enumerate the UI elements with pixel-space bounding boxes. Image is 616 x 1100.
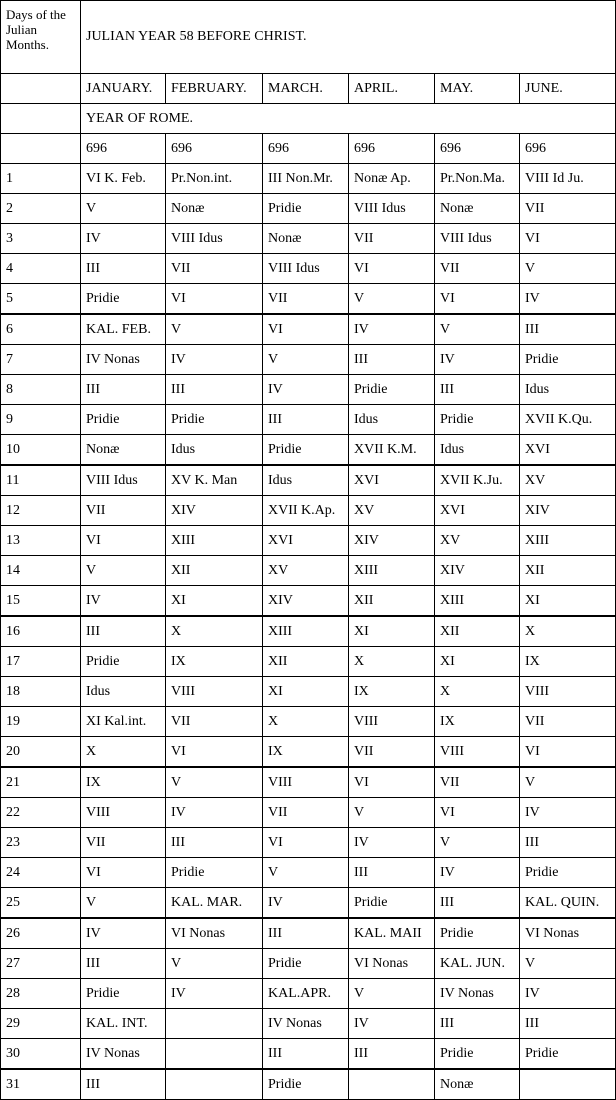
day-number: 5: [1, 284, 81, 315]
day-cell: V: [349, 979, 435, 1009]
day-cell: VII: [81, 496, 166, 526]
day-cell: VIII Idus: [166, 224, 263, 254]
table-row: [1, 858, 616, 888]
day-cell: III: [349, 858, 435, 888]
day-cell: VIII Idus: [81, 465, 166, 496]
day-cell: KAL. JUN.: [435, 949, 520, 979]
corner-label: Days of the Julian Months.: [1, 1, 81, 74]
table-row: [1, 979, 616, 1009]
month-header: APRIL.: [349, 74, 435, 104]
day-number: 10: [1, 435, 81, 466]
table-row: [1, 375, 616, 405]
day-cell: VIII Id Ju.: [520, 164, 616, 194]
day-cell: VII: [435, 254, 520, 284]
years-row-spacer: [1, 134, 81, 164]
table-row: [1, 828, 616, 858]
day-cell: VII: [435, 767, 520, 798]
day-cell: VI: [263, 828, 349, 858]
day-cell: XI: [349, 616, 435, 647]
day-cell: XIII: [435, 586, 520, 617]
day-cell: XIV: [349, 526, 435, 556]
day-cell: Pridie: [520, 1039, 616, 1070]
day-cell: Pridie: [263, 194, 349, 224]
day-cell: V: [263, 345, 349, 375]
year-value: 696: [349, 134, 435, 164]
table-row: [1, 224, 616, 254]
day-cell: III: [520, 828, 616, 858]
day-cell: VIII: [166, 677, 263, 707]
day-cell: IV: [166, 798, 263, 828]
day-number: 19: [1, 707, 81, 737]
day-cell: XIV: [435, 556, 520, 586]
day-cell: VI: [166, 284, 263, 315]
day-cell: XII: [435, 616, 520, 647]
day-cell: III Non.Mr.: [263, 164, 349, 194]
day-cell: Pridie: [263, 435, 349, 466]
day-cell: V: [435, 314, 520, 345]
day-cell: XVII K.Ap.: [263, 496, 349, 526]
day-cell: Idus: [435, 435, 520, 466]
year-value: 696: [520, 134, 616, 164]
day-number: 9: [1, 405, 81, 435]
day-cell: VI: [263, 314, 349, 345]
day-cell: V: [520, 949, 616, 979]
year-of-rome-row: [1, 104, 616, 134]
day-number: 28: [1, 979, 81, 1009]
day-cell: III: [435, 375, 520, 405]
table-row: [1, 798, 616, 828]
day-cell: Pridie: [520, 345, 616, 375]
day-number: 24: [1, 858, 81, 888]
day-cell: Nonæ: [263, 224, 349, 254]
day-cell: VIII: [263, 767, 349, 798]
day-number: 25: [1, 888, 81, 919]
day-cell: XVI: [435, 496, 520, 526]
day-number: 8: [1, 375, 81, 405]
day-cell: IV: [81, 586, 166, 617]
day-cell: X: [435, 677, 520, 707]
day-cell: VI: [520, 224, 616, 254]
day-cell: IX: [520, 647, 616, 677]
day-cell: Idus: [263, 465, 349, 496]
day-cell: V: [81, 888, 166, 919]
day-cell: Pridie: [166, 405, 263, 435]
day-cell: KAL. MAII: [349, 918, 435, 949]
day-cell: XVI: [263, 526, 349, 556]
day-cell: VII: [166, 254, 263, 284]
day-cell: III: [81, 254, 166, 284]
day-cell: XV: [349, 496, 435, 526]
day-cell: VI Nonas: [349, 949, 435, 979]
month-header: MARCH.: [263, 74, 349, 104]
day-cell: V: [166, 767, 263, 798]
day-cell: Pr.Non.Ma.: [435, 164, 520, 194]
day-cell: XI: [435, 647, 520, 677]
day-number: 30: [1, 1039, 81, 1070]
day-cell: Nonæ: [435, 194, 520, 224]
day-number: 14: [1, 556, 81, 586]
day-cell: [166, 1009, 263, 1039]
day-cell: VIII: [520, 677, 616, 707]
day-cell: Idus: [166, 435, 263, 466]
day-cell: III: [349, 345, 435, 375]
day-cell: XVII K.Qu.: [520, 405, 616, 435]
day-cell: V: [166, 949, 263, 979]
day-cell: XIII: [263, 616, 349, 647]
day-cell: Nonæ: [166, 194, 263, 224]
day-cell: V: [263, 858, 349, 888]
table-row: [1, 405, 616, 435]
day-cell: VIII: [349, 707, 435, 737]
year-of-rome-label: YEAR OF ROME.: [81, 104, 616, 134]
day-cell: Pridie: [349, 888, 435, 919]
day-cell: V: [349, 284, 435, 315]
table-row: [1, 677, 616, 707]
table-row: [1, 586, 616, 617]
day-cell: VIII: [435, 737, 520, 768]
day-cell: Pr.Non.int.: [166, 164, 263, 194]
day-cell: IV: [166, 979, 263, 1009]
day-cell: IV Nonas: [81, 345, 166, 375]
day-number: 13: [1, 526, 81, 556]
day-cell: V: [166, 314, 263, 345]
day-cell: IV: [349, 1009, 435, 1039]
day-number: 1: [1, 164, 81, 194]
day-cell: IV: [435, 345, 520, 375]
day-cell: IV: [263, 888, 349, 919]
day-cell: III: [81, 375, 166, 405]
day-cell: IV Nonas: [81, 1039, 166, 1070]
day-cell: IV: [166, 345, 263, 375]
day-cell: Pridie: [349, 375, 435, 405]
day-cell: IV: [81, 224, 166, 254]
table-row: [1, 435, 616, 466]
years-row: [1, 134, 616, 164]
day-cell: XVI: [520, 435, 616, 466]
day-cell: XVII K.Ju.: [435, 465, 520, 496]
table-row: [1, 194, 616, 224]
day-cell: KAL. QUIN.: [520, 888, 616, 919]
day-cell: VII: [166, 707, 263, 737]
day-cell: Pridie: [81, 405, 166, 435]
day-number: 16: [1, 616, 81, 647]
day-cell: IX: [435, 707, 520, 737]
day-cell: XI: [520, 586, 616, 617]
day-cell: XIV: [520, 496, 616, 526]
day-cell: Nonæ: [435, 1069, 520, 1100]
day-cell: IV: [263, 375, 349, 405]
table-row: [1, 707, 616, 737]
day-cell: VII: [349, 224, 435, 254]
day-cell: XIII: [520, 526, 616, 556]
day-cell: IX: [349, 677, 435, 707]
day-cell: XII: [166, 556, 263, 586]
table-row: [1, 1009, 616, 1039]
year-value: 696: [166, 134, 263, 164]
day-number: 3: [1, 224, 81, 254]
day-cell: VII: [263, 284, 349, 315]
table-row: [1, 767, 616, 798]
table-row: [1, 164, 616, 194]
day-cell: Pridie: [81, 647, 166, 677]
day-cell: V: [520, 767, 616, 798]
day-cell: VI K. Feb.: [81, 164, 166, 194]
year-of-rome-spacer: [1, 104, 81, 134]
day-cell: IV: [349, 314, 435, 345]
day-cell: Idus: [81, 677, 166, 707]
day-cell: III: [520, 1009, 616, 1039]
day-number: 7: [1, 345, 81, 375]
day-cell: Pridie: [81, 284, 166, 315]
day-cell: Idus: [520, 375, 616, 405]
day-number: 12: [1, 496, 81, 526]
day-cell: III: [166, 375, 263, 405]
day-cell: [166, 1039, 263, 1070]
day-number: 26: [1, 918, 81, 949]
day-cell: IV: [349, 828, 435, 858]
day-number: 18: [1, 677, 81, 707]
year-value: 696: [435, 134, 520, 164]
day-cell: III: [263, 405, 349, 435]
months-row: [1, 74, 616, 104]
day-cell: Pridie: [81, 979, 166, 1009]
day-cell: Idus: [349, 405, 435, 435]
table-row: [1, 888, 616, 919]
table-row: [1, 918, 616, 949]
day-cell: VII: [520, 707, 616, 737]
day-number: 21: [1, 767, 81, 798]
day-cell: IX: [81, 767, 166, 798]
day-cell: X: [166, 616, 263, 647]
day-cell: Nonæ Ap.: [349, 164, 435, 194]
day-number: 31: [1, 1069, 81, 1100]
table-row: [1, 314, 616, 345]
table-row: [1, 254, 616, 284]
title-row: [1, 1, 616, 74]
day-cell: IV: [435, 858, 520, 888]
day-cell: VII: [81, 828, 166, 858]
day-cell: XIV: [166, 496, 263, 526]
day-cell: III: [435, 888, 520, 919]
day-cell: Pridie: [263, 1069, 349, 1100]
day-cell: KAL. INT.: [81, 1009, 166, 1039]
day-cell: III: [81, 1069, 166, 1100]
day-cell: VIII Idus: [435, 224, 520, 254]
day-cell: XIV: [263, 586, 349, 617]
day-cell: VI: [166, 737, 263, 768]
day-cell: III: [166, 828, 263, 858]
day-cell: IX: [166, 647, 263, 677]
day-cell: XIII: [166, 526, 263, 556]
year-value: 696: [263, 134, 349, 164]
day-cell: VIII Idus: [263, 254, 349, 284]
day-cell: VI: [81, 526, 166, 556]
table-row: [1, 526, 616, 556]
day-cell: III: [263, 1039, 349, 1070]
day-number: 6: [1, 314, 81, 345]
table-row: [1, 496, 616, 526]
month-header: FEBRUARY.: [166, 74, 263, 104]
table-row: [1, 647, 616, 677]
day-cell: Pridie: [435, 918, 520, 949]
day-cell: VI: [349, 254, 435, 284]
day-cell: XII: [349, 586, 435, 617]
day-cell: Pridie: [435, 405, 520, 435]
month-header: JUNE.: [520, 74, 616, 104]
day-cell: VI Nonas: [520, 918, 616, 949]
day-cell: IV: [520, 798, 616, 828]
day-cell: VI: [435, 284, 520, 315]
day-cell: XV: [520, 465, 616, 496]
month-header: JANUARY.: [81, 74, 166, 104]
table-row: [1, 949, 616, 979]
months-row-spacer: [1, 74, 81, 104]
day-number: 4: [1, 254, 81, 284]
day-number: 23: [1, 828, 81, 858]
day-cell: X: [81, 737, 166, 768]
month-header: MAY.: [435, 74, 520, 104]
day-cell: VIII: [81, 798, 166, 828]
table-row: [1, 737, 616, 768]
day-number: 17: [1, 647, 81, 677]
day-cell: XVII K.M.: [349, 435, 435, 466]
day-cell: XV K. Man: [166, 465, 263, 496]
day-cell: III: [435, 1009, 520, 1039]
day-cell: KAL. MAR.: [166, 888, 263, 919]
day-number: 20: [1, 737, 81, 768]
day-cell: XI Kal.int.: [81, 707, 166, 737]
year-value: 696: [81, 134, 166, 164]
day-cell: XIII: [349, 556, 435, 586]
day-number: 11: [1, 465, 81, 496]
day-cell: IV: [520, 284, 616, 315]
day-cell: IV: [520, 979, 616, 1009]
day-cell: V: [81, 194, 166, 224]
day-cell: Pridie: [435, 1039, 520, 1070]
day-cell: IV Nonas: [263, 1009, 349, 1039]
day-cell: XII: [263, 647, 349, 677]
day-cell: V: [435, 828, 520, 858]
day-cell: KAL. FEB.: [81, 314, 166, 345]
table-row: [1, 465, 616, 496]
day-cell: X: [520, 616, 616, 647]
day-cell: III: [520, 314, 616, 345]
day-cell: XV: [263, 556, 349, 586]
table-title: JULIAN YEAR 58 BEFORE CHRIST.: [81, 1, 616, 74]
day-cell: III: [263, 918, 349, 949]
day-cell: XVI: [349, 465, 435, 496]
day-cell: III: [81, 949, 166, 979]
day-cell: VI: [520, 737, 616, 768]
day-cell: XV: [435, 526, 520, 556]
table-row: [1, 556, 616, 586]
day-cell: VI: [349, 767, 435, 798]
day-cell: VI: [435, 798, 520, 828]
day-cell: VII: [263, 798, 349, 828]
table-row: [1, 616, 616, 647]
day-cell: XI: [166, 586, 263, 617]
day-number: 22: [1, 798, 81, 828]
day-number: 29: [1, 1009, 81, 1039]
day-cell: Pridie: [263, 949, 349, 979]
day-number: 15: [1, 586, 81, 617]
day-cell: VI Nonas: [166, 918, 263, 949]
day-cell: VII: [349, 737, 435, 768]
day-cell: Pridie: [520, 858, 616, 888]
day-cell: V: [520, 254, 616, 284]
table-row: [1, 1039, 616, 1070]
day-cell: IV Nonas: [435, 979, 520, 1009]
day-cell: VIII Idus: [349, 194, 435, 224]
day-cell: Pridie: [166, 858, 263, 888]
day-cell: IV: [81, 918, 166, 949]
day-cell: IX: [263, 737, 349, 768]
day-cell: XI: [263, 677, 349, 707]
table-row: [1, 284, 616, 315]
day-cell: X: [349, 647, 435, 677]
day-cell: XII: [520, 556, 616, 586]
table-row: [1, 345, 616, 375]
day-cell: Nonæ: [81, 435, 166, 466]
day-number: 27: [1, 949, 81, 979]
day-cell: KAL.APR.: [263, 979, 349, 1009]
day-cell: III: [349, 1039, 435, 1070]
day-cell: X: [263, 707, 349, 737]
day-cell: III: [81, 616, 166, 647]
day-cell: VII: [520, 194, 616, 224]
day-cell: VI: [81, 858, 166, 888]
day-cell: V: [81, 556, 166, 586]
day-cell: V: [349, 798, 435, 828]
day-number: 2: [1, 194, 81, 224]
